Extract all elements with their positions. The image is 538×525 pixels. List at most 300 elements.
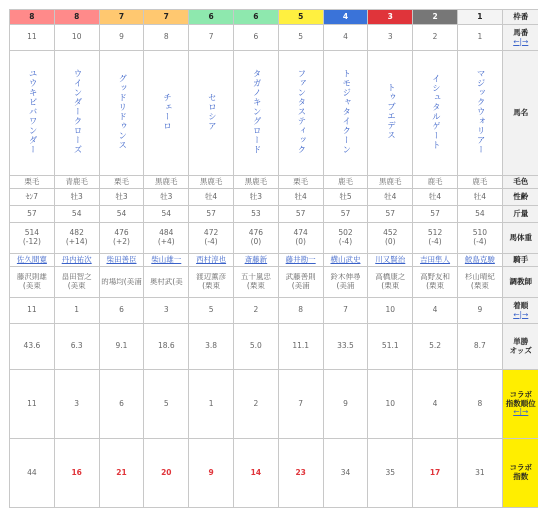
finish-cell [323,298,368,324]
umaban-cell [457,25,502,51]
rank-cell [233,370,278,439]
table-row [10,254,538,267]
odds-value: 5.2 [429,341,442,351]
sexage-header-label: 性齢 [513,191,529,201]
rank-cell [189,370,234,439]
umaban-cell [144,25,189,51]
trainer-affiliation: (栗東 [470,282,489,290]
umaban-cell [278,25,323,51]
odds-cell [368,324,413,370]
weight-value: 53 [251,208,261,218]
trainer-affiliation: (栗東 [202,282,221,290]
body-weight-diff: (0) [295,238,306,246]
weight-cell [413,206,458,223]
sexage-value: 牡4 [428,191,442,201]
body-weight-diff: (-4) [428,238,442,246]
finish-value: 8 [298,305,304,315]
sexage-cell [54,189,99,206]
coat-cell [144,176,189,189]
odds-value: 9.1 [115,341,128,351]
name-cell [99,51,144,176]
trainer-name: 五十嵐忠 [240,273,271,282]
rank-value: 5 [163,398,169,408]
umaban-value: 6 [253,32,259,42]
odds-value: 5.0 [249,341,262,351]
collab-score: 20 [161,467,172,477]
score-cell [278,439,323,508]
name-header-label: 馬名 [513,107,529,117]
umaban-header-label: 馬番 [513,27,529,37]
weight-cell [323,206,368,223]
weight-cell [278,206,323,223]
sexage-cell [189,189,234,206]
score-header-label: コラボ 指数 [509,463,533,481]
umaban-cell [323,25,368,51]
horse-name-link[interactable]: セロシア [206,92,217,131]
finish-value: 3 [163,305,169,315]
coat-value: 鹿毛 [337,176,353,186]
jockey-cell [278,254,323,267]
body-cell [457,223,502,254]
rank-cell [10,370,55,439]
odds-cell [99,324,144,370]
jockey-cell [323,254,368,267]
finish-cell [278,298,323,324]
coat-value: 栗毛 [293,176,309,186]
odds-value: 8.7 [473,341,486,351]
trainer-cell [278,267,323,298]
weight-value: 57 [340,208,351,218]
trainer-affiliation: (美浦 [336,282,355,290]
waku-number: 6 [233,10,278,25]
score-cell [189,439,234,508]
waku-header-label: 枠番 [513,11,529,21]
table-row [10,267,538,298]
collab-score: 23 [295,467,306,477]
waku-number: 7 [99,10,144,25]
body-weight: 472 [203,229,219,238]
trainer-name: 高野友和 [420,273,451,282]
trainer-cell [10,267,55,298]
finish-value: 1 [74,305,80,315]
body-weight-diff: (+2) [113,238,130,246]
collab-score: 44 [27,467,37,477]
name-cell [457,51,502,176]
jockey-link[interactable]: 柴田善臣 [106,254,137,264]
name-cell [368,51,413,176]
umaban-value: 4 [343,32,348,42]
trainer-affiliation: (美浦 [291,282,310,290]
umaban-cell [233,25,278,51]
jockey-link[interactable]: 佐久間寛 [16,254,47,264]
umaban-value: 7 [208,32,214,42]
odds-cell [457,324,502,370]
sort-arrows[interactable]: ←|→ [513,407,529,417]
sexage-cell [99,189,144,206]
odds-header [502,324,538,370]
jockey-link[interactable]: 横山武史 [330,254,361,264]
finish-header [502,298,538,324]
jockey-cell [144,254,189,267]
umaban-value: 11 [27,32,37,42]
coat-value: 栗毛 [113,176,129,186]
weight-value: 57 [430,208,440,218]
jockey-cell [413,254,458,267]
waku-number: 1 [457,10,502,25]
finish-value: 4 [432,305,438,315]
sexage-cell [413,189,458,206]
umaban-value: 3 [387,32,393,42]
name-cell [54,51,99,176]
coat-value: 黒鹿毛 [155,176,178,186]
body-weight: 482 [69,229,84,238]
score-cell [233,439,278,508]
sexage-cell [323,189,368,206]
waku-number: 5 [278,10,323,25]
jockey-link[interactable]: 柴山雄一 [151,254,182,264]
finish-value: 10 [385,305,396,315]
rank-value: 8 [477,398,483,408]
odds-value: 3.8 [205,341,218,351]
sort-arrows[interactable]: ←|→ [513,309,529,319]
body-weight-diff: (-4) [338,238,353,246]
finish-value: 5 [208,305,214,315]
weight-cell [233,206,278,223]
jockey-cell [54,254,99,267]
sexage-value: 牡5 [339,191,352,201]
table-row [10,370,538,439]
rank-cell [54,370,99,439]
table-row [10,189,538,206]
collab-score: 16 [71,467,82,477]
body-weight: 474 [293,229,308,238]
collab-score: 14 [250,467,262,477]
body-weight-diff: (0) [384,238,396,246]
jockey-link[interactable]: 鮫島克駿 [464,254,495,264]
sexage-value: 牡3 [160,191,173,201]
collab-score: 21 [116,467,127,477]
jockey-link[interactable]: 川又賢治 [375,254,406,264]
horse-name-link[interactable]: タガノキングロード [251,68,262,155]
body-weight-diff: (+14) [65,238,88,246]
sexage-value: 牡4 [294,191,307,201]
body-weight-diff: (-4) [204,238,218,246]
trainer-affiliation: (栗東 [381,282,400,290]
sexage-cell [233,189,278,206]
trainer-affiliation: (美東 [67,282,86,290]
odds-value: 18.6 [157,341,175,351]
umaban-cell [10,25,55,51]
trainer-cell [144,267,189,298]
sexage-value: 牡3 [70,191,83,201]
score-header [502,439,538,508]
weight-cell [368,206,413,223]
finish-value: 6 [119,305,124,315]
sexage-value: ｾﾝ7 [25,191,39,201]
name-header [502,51,538,176]
sort-arrows[interactable]: ←|→ [513,36,529,46]
sexage-cell [144,189,189,206]
jockey-cell [189,254,234,267]
odds-value: 33.5 [337,341,354,351]
umaban-value: 1 [477,32,483,42]
coat-value: 栗毛 [24,176,40,186]
weight-value: 57 [27,208,37,218]
coat-value: 青鹿毛 [65,176,88,186]
finish-cell [457,298,502,324]
trainer-affiliation: (栗東 [246,282,265,290]
horse-name-link[interactable]: グッドリドゥンス [116,73,127,150]
trainer-cell [99,267,144,298]
body-cell [413,223,458,254]
table-row [10,324,538,370]
coat-cell [457,176,502,189]
body-header [502,223,538,254]
jockey-header-label: 騎手 [513,254,529,264]
weight-cell [457,206,502,223]
collab-score: 17 [429,467,441,477]
weight-cell [189,206,234,223]
body-cell [54,223,99,254]
rank-value: 9 [343,398,348,408]
weight-value: 54 [475,208,485,218]
body-weight-diff: (0) [250,238,262,246]
trainer-cell [457,267,502,298]
umaban-value: 10 [71,32,82,42]
finish-value: 7 [343,305,348,315]
coat-header-label: 毛色 [513,176,529,186]
jockey-cell [10,254,55,267]
finish-header-label: 着順 [513,300,529,310]
rank-value: 6 [119,398,124,408]
finish-value: 9 [477,305,483,315]
rank-cell [413,370,458,439]
name-cell [413,51,458,176]
finish-cell [368,298,413,324]
table-row [10,10,538,25]
trainer-name: 鈴木伸尋 [330,273,361,282]
body-cell [189,223,234,254]
sexage-value: 牡4 [204,191,218,201]
score-cell [54,439,99,508]
jockey-link[interactable]: 西村淳也 [196,254,227,264]
score-cell [144,439,189,508]
table-row [10,25,538,51]
finish-cell [54,298,99,324]
table-row [10,439,538,508]
finish-cell [10,298,55,324]
jockey-link[interactable]: 藤井勘一 [285,254,316,264]
name-cell [10,51,55,176]
weight-value: 57 [295,208,306,218]
body-weight-diff: (+4) [157,238,175,246]
table-row [10,223,538,254]
umaban-cell [413,25,458,51]
trainer-affiliation: (栗東 [426,282,445,290]
finish-cell [189,298,234,324]
collab-score: 35 [385,467,396,477]
body-weight: 484 [159,229,174,238]
weight-value: 54 [71,208,82,218]
umaban-value: 2 [432,32,438,42]
finish-value: 11 [27,305,37,315]
coat-value: 黒鹿毛 [199,176,223,186]
name-cell [323,51,368,176]
trainer-cell [413,267,458,298]
score-cell [457,439,502,508]
odds-cell [323,324,368,370]
rank-cell [368,370,413,439]
jockey-cell [457,254,502,267]
odds-value: 43.6 [23,341,41,351]
name-cell [189,51,234,176]
score-cell [413,439,458,508]
trainer-cell [54,267,99,298]
umaban-cell [368,25,413,51]
rank-value: 10 [385,398,396,408]
coat-value: 鹿毛 [427,176,443,186]
trainer-affiliation: (美東 [22,282,41,290]
trainer-header-label: 調教師 [509,276,533,286]
sexage-cell [278,189,323,206]
rank-header [502,370,538,439]
collab-score: 34 [340,467,351,477]
weight-cell [10,206,55,223]
waku-number: 3 [368,10,413,25]
odds-value: 11.1 [292,341,310,351]
score-cell [10,439,55,508]
trainer-name: 奥村武(美 [149,277,183,286]
horse-name-link[interactable]: トゥブエデス [385,83,396,141]
odds-cell [233,324,278,370]
finish-value: 2 [253,305,259,315]
umaban-cell [54,25,99,51]
sexage-cell [457,189,502,206]
jockey-link[interactable]: 斎藤新 [244,254,268,264]
horse-name-link[interactable]: チェーロ [161,92,172,131]
coat-cell [99,176,144,189]
rank-cell [457,370,502,439]
name-cell [278,51,323,176]
umaban-cell [99,25,144,51]
rank-cell [99,370,144,439]
table-row [10,298,538,324]
body-weight: 510 [472,229,488,238]
table-row [10,206,538,223]
trainer-cell [189,267,234,298]
trainer-name: 藤沢則雄 [16,273,47,282]
weight-cell [99,206,144,223]
body-weight-diff: (-4) [473,238,487,246]
waku-number: 6 [189,10,234,25]
weight-value: 54 [116,208,127,218]
jockey-link[interactable]: 吉田隼人 [420,254,451,264]
horse-name-link[interactable]: ユウキビバワンダー [27,68,38,155]
finish-cell [233,298,278,324]
jockey-cell [233,254,278,267]
rank-header-label: コラボ 指数順位 [505,390,536,408]
coat-value: 黒鹿毛 [244,176,268,186]
jockey-link[interactable]: 丹内祐次 [61,254,92,264]
trainer-name: 的場均(美浦 [101,277,142,286]
sexage-value: 牡3 [115,191,128,201]
rank-value: 11 [27,398,37,408]
trainer-header [502,267,538,298]
trainer-name: 畠田智之 [61,273,92,282]
body-header-label: 馬体重 [509,232,533,242]
waku-number: 2 [413,10,458,25]
name-cell [233,51,278,176]
weight-header-label: 斤量 [513,208,529,218]
body-cell [233,223,278,254]
odds-value: 51.1 [381,341,399,351]
finish-cell [99,298,144,324]
body-cell [323,223,368,254]
collab-score: 9 [208,467,214,477]
body-cell [10,223,55,254]
weight-value: 57 [385,208,396,218]
weight-cell [54,206,99,223]
coat-cell [54,176,99,189]
odds-cell [54,324,99,370]
trainer-name: 武藤善則 [285,273,316,282]
horse-name-link[interactable]: ファンタスティック [295,68,306,155]
umaban-cell [189,25,234,51]
odds-cell [278,324,323,370]
trainer-cell [368,267,413,298]
body-cell [368,223,413,254]
rank-value: 3 [74,398,80,408]
umaban-value: 8 [163,32,169,42]
rank-cell [278,370,323,439]
finish-cell [413,298,458,324]
umaban-header [502,25,538,51]
horse-name-link[interactable]: ウインダークローズ [71,68,82,155]
coat-cell [233,176,278,189]
rank-cell [144,370,189,439]
race-entry-table [9,9,538,508]
coat-value: 鹿毛 [472,176,488,186]
horse-name-link[interactable]: マジックウォリアー [475,68,486,155]
waku-number: 4 [323,10,368,25]
jockey-cell [99,254,144,267]
waku-header [502,10,538,25]
rank-cell [323,370,368,439]
horse-name-link[interactable]: イシュタルゲート [430,73,441,150]
umaban-value: 5 [298,32,304,42]
weight-value: 54 [161,208,172,218]
sexage-value: 牡4 [384,191,397,201]
trainer-cell [233,267,278,298]
coat-cell [10,176,55,189]
trainer-name: 渡辺薫彦 [196,273,227,282]
waku-number: 8 [10,10,55,25]
rank-value: 2 [253,398,259,408]
odds-cell [144,324,189,370]
body-cell [144,223,189,254]
sexage-header [502,189,538,206]
table-row [10,51,538,176]
coat-cell [368,176,413,189]
coat-value: 黒鹿毛 [379,176,402,186]
coat-header [502,176,538,189]
body-weight: 502 [338,229,353,238]
trainer-cell [323,267,368,298]
sexage-value: 牡3 [249,191,263,201]
rank-value: 7 [298,398,304,408]
horse-name-link[interactable]: トモジャタイクーン [340,68,351,155]
sexage-value: 牡4 [473,191,486,201]
